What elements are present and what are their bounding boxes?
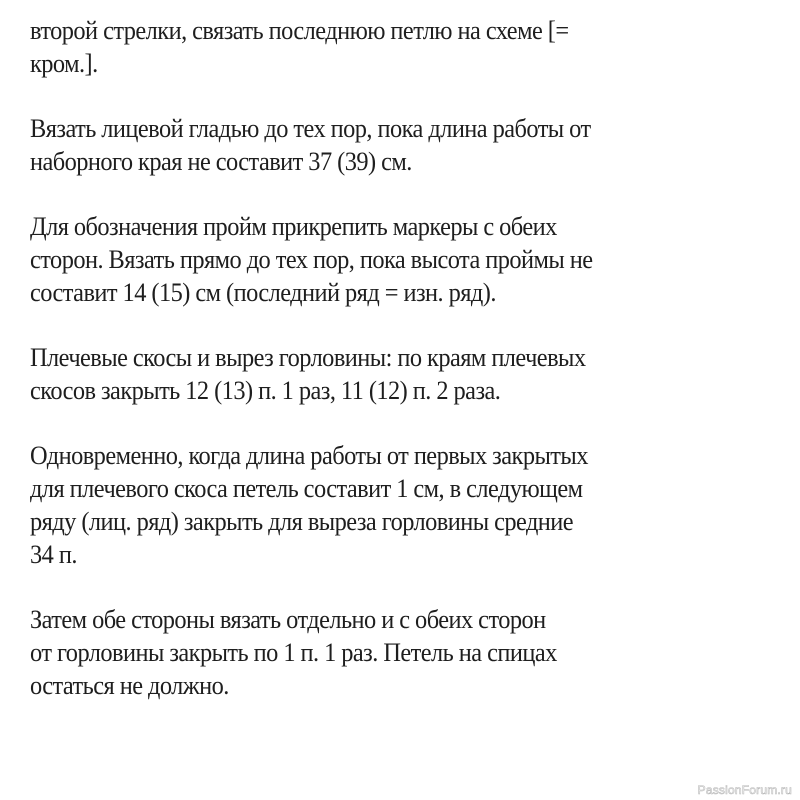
text-line: Одновременно, когда длина работы от первых закрытых <box>30 440 588 470</box>
paragraph-shoulder-shaping <box>30 341 790 407</box>
text-line: для плечевого скоса петель составит 1 см, в следующем <box>30 473 583 503</box>
text-line: 34 п. <box>30 539 77 569</box>
text-line: второй стрелки, связать последнюю петлю на схеме [= <box>30 15 569 45</box>
text-line: ряду (лиц. ряд) закрыть для выреза горловины средние <box>30 506 574 536</box>
paragraph-armhole-markers <box>30 210 790 309</box>
watermark-logo: PassionForum.ru <box>697 783 792 797</box>
document-page <box>30 14 790 734</box>
text-line: составит 14 (15) см (последний ряд = изн. ряд). <box>30 277 496 307</box>
paragraph-finish-sides <box>30 603 790 702</box>
paragraph-stockinette-length <box>30 112 790 178</box>
text-line: скосов закрыть 12 (13) п. 1 раз, 11 (12) п. 2 раза. <box>30 375 501 405</box>
text-line: Плечевые скосы и вырез горловины: по краям плечевых <box>30 342 586 372</box>
text-line: от горловины закрыть по 1 п. 1 раз. Петель на спицах <box>30 637 557 667</box>
text-line: наборного края не составит 37 (39) см. <box>30 146 412 176</box>
paragraph-knitting-edge-stitch <box>30 14 790 80</box>
text-line: кром.]. <box>30 48 98 78</box>
text-line: Вязать лицевой гладью до тех пор, пока длина работы от <box>30 113 591 143</box>
text-line: Для обозначения пройм прикрепить маркеры с обеих <box>30 211 557 241</box>
text-line: сторон. Вязать прямо до тех пор, пока высота проймы не <box>30 244 593 274</box>
text-line: остаться не должно. <box>30 670 229 700</box>
paragraph-neckline-bind-off <box>30 439 790 571</box>
text-line: Затем обе стороны вязать отдельно и с обеих сторон <box>30 604 546 634</box>
